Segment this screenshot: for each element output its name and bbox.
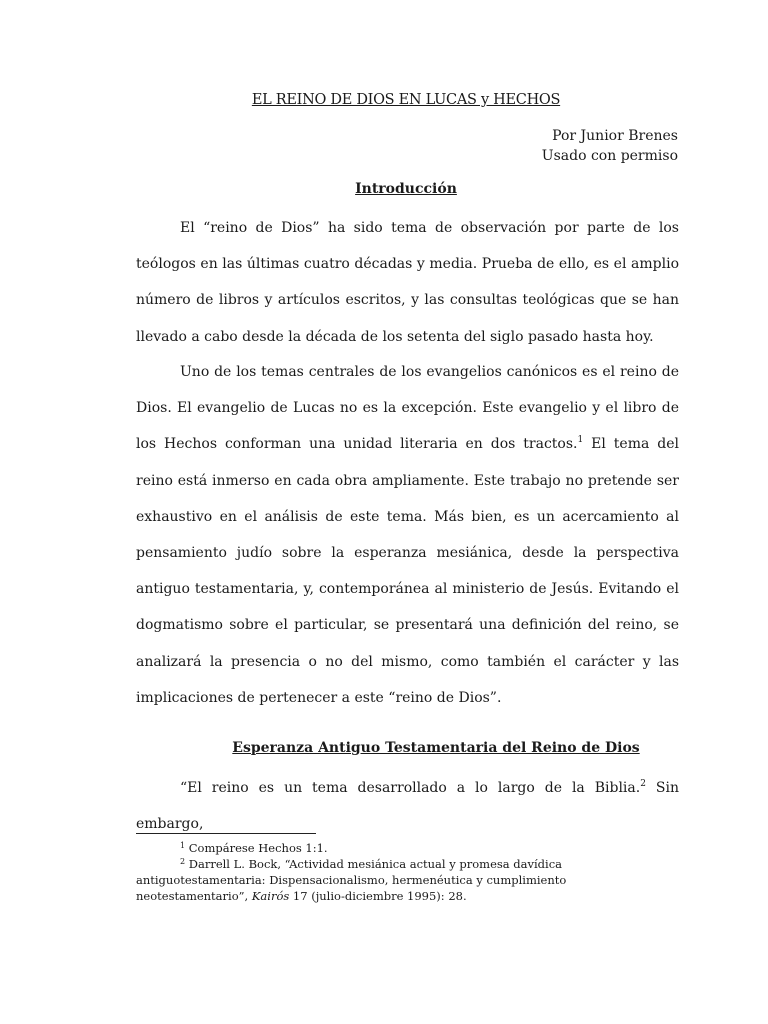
footnotes [136, 840, 679, 904]
permission-line: Usado con permiso [541, 148, 678, 164]
text-run: Sin embargo, [136, 780, 679, 833]
footnote-text: 17 (julio-diciembre 1995): 28. [289, 889, 467, 903]
footnote-number: 1 [180, 841, 186, 850]
footnote-text: Compárese Hechos 1:1. [185, 841, 328, 855]
footnote-divider [136, 833, 316, 834]
paragraph-text: El “reino de Dios” ha sido tema de observación por parte de los teólogos en las últimas cuatro décadas y media. Prueba de ello, es el amplio número de libros y artículos escritos, y las consultas teológicas que se han llevado a cabo desde la década de los setenta del siglo pasado hasta hoy. [136, 220, 679, 345]
footnote-text: Darrell L. Bock, “Actividad mesiánica actual y promesa davídica antiguotestamentaria: Dispensacionalismo, hermenéutica y cumplimiento neotestamentario”, [136, 857, 567, 903]
footnote-journal-title: Kairós [251, 889, 290, 903]
text-run: “El reino es un tema desarrollado a lo largo de la Biblia. [180, 780, 641, 796]
footnote-ref-2[interactable]: 2 [640, 779, 646, 789]
document-title: EL REINO DE DIOS EN LUCAS y HECHOS [251, 92, 561, 108]
paragraph-text [136, 354, 679, 716]
text-run: El tema del reino está inmerso en cada obra ampliamente. Este trabajo no pretende ser exhaustivo en el análisis de este tema. Más bien, es un acercamiento al pensamiento judío sobre la esperanza mesiánica, desde la perspectiva antiguo testamentaria, y, contemporánea al ministerio de Jesús. Evitando el dogmatismo sobre el particular, se presentará una definición del reino, se analizará la presencia o no del mismo, como también el carácter y las implicaciones de pertenecer a este “reino de Dios”. [136, 436, 679, 706]
footnote-ref-1[interactable]: 1 [577, 435, 584, 446]
paragraph-text [136, 770, 679, 842]
paragraph-esperanza-1 [136, 770, 679, 842]
paragraph-intro-2 [136, 354, 679, 716]
byline [542, 126, 678, 166]
author-line: Por Junior Brenes [552, 128, 678, 144]
text-run: Uno de los temas centrales de los evangelios canónicos es el reino de Dios. El evangelio de Lucas no es la excepción. Este evangelio y el libro de los Hechos conforman una unidad literaria en dos tractos. [136, 364, 679, 453]
footnote-2 [136, 856, 679, 904]
footnote-number: 2 [180, 857, 186, 866]
section-heading-introduccion: Introducción [355, 181, 457, 197]
footnote-1 [136, 840, 679, 856]
paragraph-intro-1 [136, 210, 679, 355]
section-heading-esperanza: Esperanza Antiguo Testamentaria del Reino de Dios [232, 740, 640, 756]
